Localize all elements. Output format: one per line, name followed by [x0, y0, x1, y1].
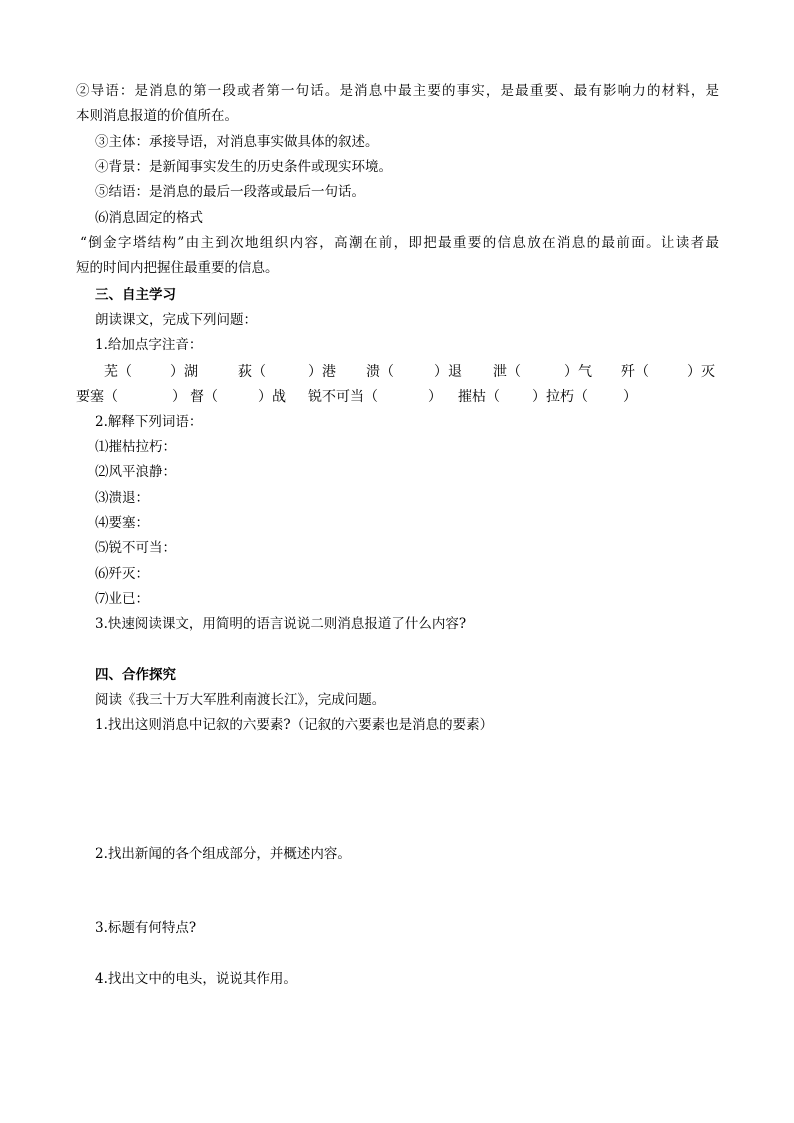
lead-definition-line2: 本则消息报道的价值所在。: [76, 108, 238, 124]
section-3-title: 三、自主学习: [95, 287, 176, 303]
pinyin-item: ）气: [564, 364, 592, 380]
section-3-intro: 朗读课文，完成下列问题：: [95, 312, 257, 328]
term-item: ⑸锐不可当：: [95, 540, 176, 556]
conclusion-definition: ⑤结语：是消息的最后一段落或最后一句话。: [95, 184, 365, 200]
pinyin-item: 歼（: [621, 364, 649, 380]
format-description-line2: 短的时间内把握住最重要的信息。: [76, 260, 279, 276]
section-4-question-4: 4.找出文中的电头，说说其作用。: [95, 971, 297, 987]
pinyin-item: 摧枯（: [458, 389, 500, 405]
section-4-intro: 阅读《我三十万大军胜利南渡长江》，完成问题。: [95, 692, 386, 708]
term-item: ⑶溃退：: [95, 490, 149, 506]
question-1-title: 1.给加点字注音：: [95, 337, 203, 353]
section-4-question-2: 2.找出新闻的各个组成部分，并概述内容。: [95, 846, 351, 862]
pinyin-item: 芜（: [104, 364, 132, 380]
pinyin-item: 要塞（: [76, 389, 118, 405]
term-item: ⑹歼灭：: [95, 566, 149, 582]
pinyin-item: 泄（: [493, 364, 521, 380]
question-2-title: 2.解释下列词语：: [95, 414, 203, 430]
section-4-question-3: 3.标题有何特点?: [95, 920, 197, 936]
pinyin-item: 锐不可当（: [308, 389, 378, 405]
term-item: ⑴摧枯拉朽：: [95, 439, 176, 455]
pinyin-item: ）拉朽（: [532, 389, 588, 405]
question-3: 3.快速阅读课文，用简明的语言说说二则消息报道了什么内容?: [95, 616, 467, 632]
pinyin-item: ）: [623, 389, 637, 405]
pinyin-item: ）灭: [687, 364, 715, 380]
pinyin-item: ）湖: [170, 364, 198, 380]
pinyin-row-2: [76, 386, 719, 406]
lead-definition-line1: ②导语：是消息的第一段或者第一句话。是消息中最主要的事实，是最重要、最有影响力的材料，是: [76, 83, 719, 99]
format-description-line1: “倒金字塔结构”由主到次地组织内容，高潮在前，即把最重要的信息放在消息的最前面。让读者最: [80, 235, 719, 251]
section-4-question-1: 1.找出这则消息中记叙的六要素?（记叙的六要素也是消息的要素）: [95, 717, 494, 733]
pinyin-item: ）港: [308, 364, 336, 380]
pinyin-item: ）: [172, 389, 186, 405]
term-item: ⑵风平浪静：: [95, 464, 176, 480]
background-definition: ④背景：是新闻事实发生的历史条件或现实环境。: [95, 159, 392, 175]
pinyin-item: ）退: [434, 364, 462, 380]
pinyin-item: 荻（: [238, 364, 266, 380]
format-heading: ⑹消息固定的格式: [95, 210, 203, 226]
pinyin-item: ）战: [258, 389, 286, 405]
pinyin-item: 督（: [190, 389, 218, 405]
pinyin-item: ）: [428, 389, 442, 405]
term-item: ⑷要塞：: [95, 515, 149, 531]
section-4-title: 四、合作探究: [95, 667, 176, 683]
term-item: ⑺业已：: [95, 591, 149, 607]
body-definition: ③主体：承接导语，对消息事实做具体的叙述。: [95, 134, 379, 150]
pinyin-item: 溃（: [366, 364, 394, 380]
pinyin-row-1: [76, 361, 719, 381]
